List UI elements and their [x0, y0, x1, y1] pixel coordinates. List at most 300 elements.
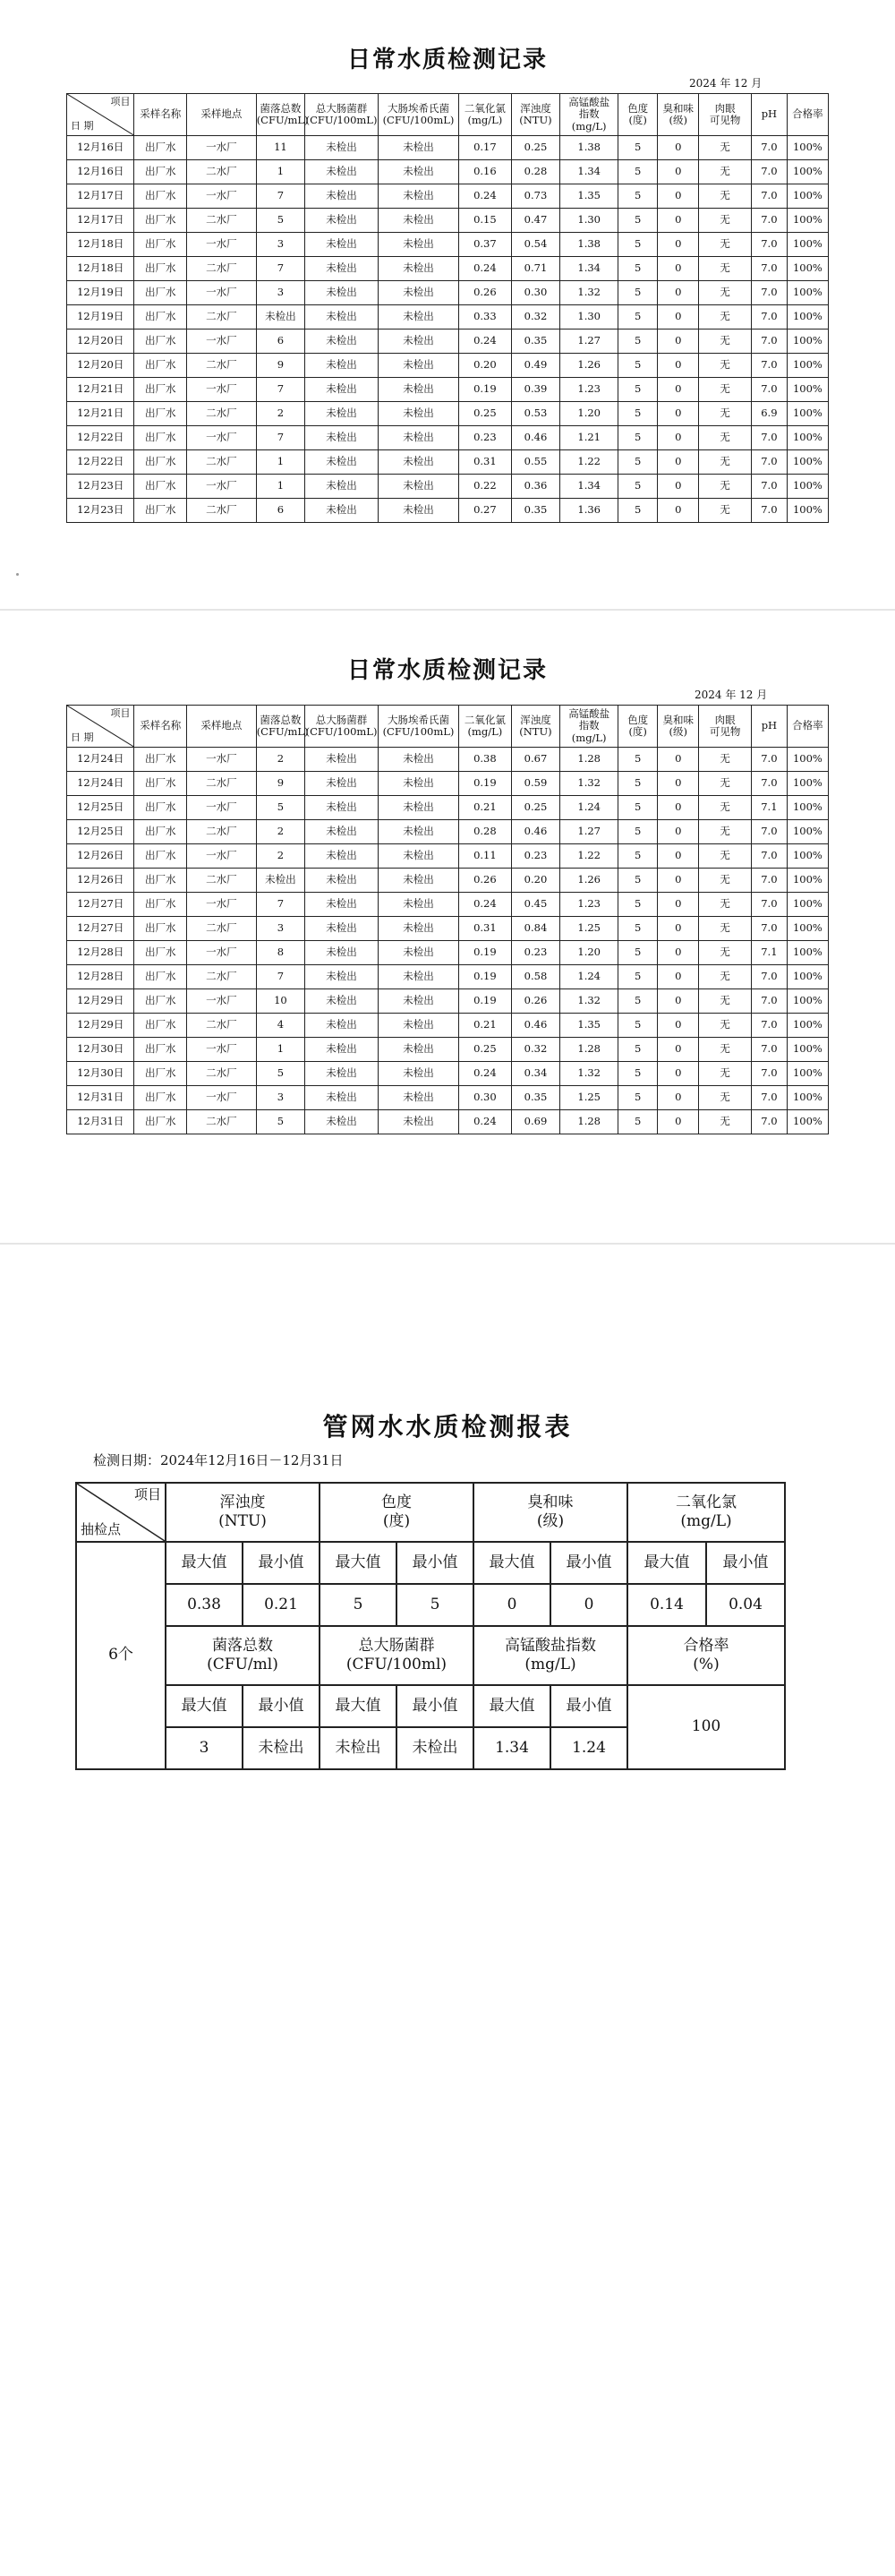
table-row: [67, 257, 829, 281]
table-cell: 12月18日: [67, 257, 134, 281]
table-cell: 0: [658, 1038, 699, 1062]
table-cell: 未检出: [305, 136, 379, 160]
table-cell: 9: [256, 772, 304, 796]
table-cell: 100%: [787, 1014, 828, 1038]
table-cell: 无: [699, 869, 752, 893]
table-cell: 12月23日: [67, 499, 134, 523]
table-cell: 出厂水: [134, 499, 187, 523]
daily-record-table-2: [66, 705, 829, 1134]
table-cell: 0.33: [459, 305, 512, 329]
table-cell: 1: [256, 160, 304, 184]
table-cell: 1.27: [560, 820, 618, 844]
table-cell: 未检出: [305, 160, 379, 184]
table-cell: 0.35: [511, 1086, 559, 1110]
table-cell: 一水厂: [187, 941, 257, 965]
table-cell: 0.26: [459, 869, 512, 893]
record-column-header: 总大肠菌群 (CFU/100mL): [305, 706, 379, 748]
report-pass-rate-value: 100: [627, 1685, 785, 1769]
table-cell: 无: [699, 136, 752, 160]
table-cell: 5: [618, 1038, 658, 1062]
table-cell: 100%: [787, 184, 828, 209]
table-cell: 7.0: [751, 281, 787, 305]
table-row: [67, 917, 829, 941]
table-cell: 出厂水: [134, 772, 187, 796]
table-cell: 0.23: [511, 941, 559, 965]
table-cell: 二水厂: [187, 965, 257, 989]
table-cell: 0.71: [511, 257, 559, 281]
table-cell: 2: [256, 748, 304, 772]
table-cell: 12月21日: [67, 378, 134, 402]
record-title-2: 日常水质检测记录: [346, 657, 548, 684]
table-cell: 0.22: [459, 475, 512, 499]
table-cell: 未检出: [305, 1110, 379, 1134]
table-cell: 5: [618, 305, 658, 329]
table-cell: 0.27: [459, 499, 512, 523]
table-cell: 7.0: [751, 305, 787, 329]
table-cell: 2: [256, 402, 304, 426]
table-cell: 未检出: [378, 820, 458, 844]
table-cell: 7.0: [751, 160, 787, 184]
table-cell: 1.38: [560, 233, 618, 257]
table-cell: 5: [618, 796, 658, 820]
table-cell: 4: [256, 1014, 304, 1038]
table-row: [67, 354, 829, 378]
table-row: [67, 772, 829, 796]
table-cell: 5: [618, 136, 658, 160]
table-cell: 7: [256, 965, 304, 989]
table-cell: 0.30: [511, 281, 559, 305]
table-cell: 7.0: [751, 965, 787, 989]
table-cell: 未检出: [305, 475, 379, 499]
table-cell: 9: [256, 354, 304, 378]
table-cell: 5: [618, 209, 658, 233]
table-cell: 7.0: [751, 820, 787, 844]
record-column-header: 采样名称: [134, 706, 187, 748]
table-cell: 1.22: [560, 450, 618, 475]
table-cell: 1.32: [560, 989, 618, 1014]
table-cell: 0.58: [511, 965, 559, 989]
table-cell: 未检出: [305, 426, 379, 450]
table-cell: 0.19: [459, 965, 512, 989]
table-cell: 0: [658, 893, 699, 917]
table-row: [67, 136, 829, 160]
table-cell: 一水厂: [187, 989, 257, 1014]
table-cell: 7.0: [751, 378, 787, 402]
record-column-header: 肉眼 可见物: [699, 706, 752, 748]
table-cell: 二水厂: [187, 772, 257, 796]
table-cell: 未检出: [378, 772, 458, 796]
table-cell: 0.54: [511, 233, 559, 257]
table-cell: 出厂水: [134, 281, 187, 305]
table-cell: 1.35: [560, 184, 618, 209]
table-cell: 无: [699, 820, 752, 844]
table-cell: 无: [699, 257, 752, 281]
table-cell: 7.0: [751, 1110, 787, 1134]
table-cell: 出厂水: [134, 233, 187, 257]
report-param-name: 臭和味 (级): [473, 1483, 627, 1542]
report-corner-cell: [76, 1483, 166, 1542]
table-cell: 0: [658, 160, 699, 184]
table-cell: 未检出: [305, 402, 379, 426]
table-cell: 0: [658, 281, 699, 305]
table-cell: 未检出: [378, 893, 458, 917]
table-cell: 未检出: [256, 869, 304, 893]
report-max-value: 3: [166, 1727, 243, 1769]
record-column-header: pH: [751, 706, 787, 748]
table-cell: 0.59: [511, 772, 559, 796]
record-column-header: 色度 (度): [618, 706, 658, 748]
report-min-label: 最小值: [550, 1685, 627, 1727]
table-cell: 0: [658, 426, 699, 450]
table-cell: 一水厂: [187, 281, 257, 305]
table-cell: 1.24: [560, 796, 618, 820]
table-cell: 未检出: [378, 184, 458, 209]
table-cell: 未检出: [378, 869, 458, 893]
table-cell: 未检出: [378, 1038, 458, 1062]
table-cell: 1: [256, 475, 304, 499]
report-min-label: 最小值: [550, 1542, 627, 1584]
table-cell: 6: [256, 499, 304, 523]
table-cell: 二水厂: [187, 450, 257, 475]
report-period: 检测日期：2024年12月16日－12月31日: [93, 1452, 344, 1468]
table-row: [67, 844, 829, 869]
record-date-header-1: 2024 年 12 月: [689, 77, 763, 90]
table-cell: 7.0: [751, 844, 787, 869]
table-cell: 0.35: [511, 499, 559, 523]
table-cell: 7: [256, 893, 304, 917]
table-cell: 5: [618, 402, 658, 426]
table-cell: 1.26: [560, 869, 618, 893]
table-cell: 1.32: [560, 281, 618, 305]
table-cell: 无: [699, 305, 752, 329]
table-cell: 5: [618, 281, 658, 305]
record-column-header: 总大肠菌群 (CFU/100mL): [305, 94, 379, 136]
table-cell: 100%: [787, 1110, 828, 1134]
table-cell: 0.21: [459, 796, 512, 820]
record-column-header: 色度 (度): [618, 94, 658, 136]
table-cell: 12月23日: [67, 475, 134, 499]
table-cell: 未检出: [305, 354, 379, 378]
table-cell: 未检出: [305, 1086, 379, 1110]
table-cell: 1.21: [560, 426, 618, 450]
table-cell: 未检出: [378, 844, 458, 869]
table-cell: 0.34: [511, 1062, 559, 1086]
table-cell: 未检出: [305, 820, 379, 844]
report-param-name: 色度 (度): [320, 1483, 473, 1542]
table-cell: 二水厂: [187, 354, 257, 378]
table-cell: 10: [256, 989, 304, 1014]
table-cell: 1.28: [560, 1038, 618, 1062]
table-cell: 1.26: [560, 354, 618, 378]
table-cell: 0: [658, 450, 699, 475]
table-cell: 一水厂: [187, 796, 257, 820]
table-cell: 3: [256, 233, 304, 257]
table-cell: 0: [658, 136, 699, 160]
table-cell: 无: [699, 378, 752, 402]
table-cell: 5: [618, 329, 658, 354]
table-cell: 5: [618, 426, 658, 450]
table-cell: 0: [658, 989, 699, 1014]
table-cell: 出厂水: [134, 844, 187, 869]
table-cell: 出厂水: [134, 941, 187, 965]
record-column-header: 采样名称: [134, 94, 187, 136]
table-cell: 5: [618, 772, 658, 796]
table-cell: 1: [256, 1038, 304, 1062]
report-min-label: 最小值: [706, 1542, 785, 1584]
table-cell: 无: [699, 209, 752, 233]
table-cell: 一水厂: [187, 426, 257, 450]
table-cell: 0.55: [511, 450, 559, 475]
table-cell: 0.19: [459, 772, 512, 796]
table-cell: 未检出: [378, 450, 458, 475]
table-cell: 3: [256, 1086, 304, 1110]
table-cell: 未检出: [378, 402, 458, 426]
table-cell: 0.32: [511, 1038, 559, 1062]
table-cell: 未检出: [305, 499, 379, 523]
table-cell: 出厂水: [134, 426, 187, 450]
table-cell: 一水厂: [187, 1038, 257, 1062]
table-cell: 5: [618, 354, 658, 378]
report-max-value: 5: [320, 1584, 396, 1626]
table-cell: 2: [256, 820, 304, 844]
table-cell: 一水厂: [187, 329, 257, 354]
table-cell: 12月24日: [67, 748, 134, 772]
table-cell: 7: [256, 257, 304, 281]
report-max-value: 1.34: [473, 1727, 550, 1769]
table-cell: 未检出: [378, 136, 458, 160]
table-cell: 未检出: [378, 281, 458, 305]
table-cell: 无: [699, 499, 752, 523]
table-cell: 出厂水: [134, 1110, 187, 1134]
table-cell: 未检出: [378, 1062, 458, 1086]
table-cell: 一水厂: [187, 475, 257, 499]
table-row: [67, 869, 829, 893]
table-cell: 0.26: [511, 989, 559, 1014]
table-cell: 无: [699, 1062, 752, 1086]
table-cell: 0: [658, 354, 699, 378]
table-cell: 7.0: [751, 772, 787, 796]
table-cell: 0: [658, 772, 699, 796]
table-row: [67, 378, 829, 402]
table-cell: 未检出: [378, 748, 458, 772]
record-column-header: 臭和味 (级): [658, 706, 699, 748]
table-cell: 未检出: [378, 329, 458, 354]
table-cell: 出厂水: [134, 1062, 187, 1086]
table-cell: 出厂水: [134, 329, 187, 354]
table-cell: 12月30日: [67, 1062, 134, 1086]
table-cell: 无: [699, 1110, 752, 1134]
table-cell: 5: [256, 1062, 304, 1086]
table-cell: 7.0: [751, 869, 787, 893]
table-cell: 0.84: [511, 917, 559, 941]
table-cell: 出厂水: [134, 209, 187, 233]
table-cell: 5: [618, 160, 658, 184]
table-cell: 100%: [787, 820, 828, 844]
report-param-name: 高锰酸盐指数 (mg/L): [473, 1626, 627, 1685]
table-cell: 未检出: [378, 965, 458, 989]
report-pass-rate-name: 合格率 (%): [627, 1626, 785, 1685]
table-cell: 未检出: [378, 1014, 458, 1038]
table-cell: 未检出: [378, 989, 458, 1014]
table-cell: 0.46: [511, 1014, 559, 1038]
table-cell: 12月25日: [67, 820, 134, 844]
table-cell: 出厂水: [134, 257, 187, 281]
table-cell: 100%: [787, 796, 828, 820]
record-header-row: [67, 706, 829, 748]
table-cell: 12月24日: [67, 772, 134, 796]
table-cell: 12月27日: [67, 893, 134, 917]
table-cell: 出厂水: [134, 402, 187, 426]
report-max-label: 最大值: [473, 1685, 550, 1727]
report-min-value: 1.24: [550, 1727, 627, 1769]
table-cell: 100%: [787, 257, 828, 281]
table-row: [67, 748, 829, 772]
table-cell: 5: [618, 869, 658, 893]
table-cell: 0: [658, 1086, 699, 1110]
table-cell: 未检出: [378, 305, 458, 329]
table-cell: 1.34: [560, 257, 618, 281]
report-title: 管网水水质检测报表: [322, 1412, 573, 1442]
table-cell: 0.31: [459, 917, 512, 941]
table-cell: 1.32: [560, 1062, 618, 1086]
table-cell: 未检出: [378, 941, 458, 965]
table-row: [67, 426, 829, 450]
table-cell: 0.15: [459, 209, 512, 233]
table-cell: 7.0: [751, 475, 787, 499]
table-row: [67, 1110, 829, 1134]
table-cell: 12月19日: [67, 305, 134, 329]
record-column-header: 浑浊度 (NTU): [511, 94, 559, 136]
table-cell: 0: [658, 917, 699, 941]
table-cell: 100%: [787, 136, 828, 160]
table-cell: 出厂水: [134, 1086, 187, 1110]
table-cell: 未检出: [378, 917, 458, 941]
table-cell: 12月20日: [67, 329, 134, 354]
record-column-header: 采样地点: [187, 94, 257, 136]
table-cell: 12月17日: [67, 184, 134, 209]
table-cell: 二水厂: [187, 402, 257, 426]
table-cell: 无: [699, 748, 752, 772]
table-cell: 一水厂: [187, 184, 257, 209]
table-cell: 1.25: [560, 917, 618, 941]
record-corner-date: 日 期: [71, 120, 94, 133]
table-cell: 1.27: [560, 329, 618, 354]
table-cell: 5: [618, 893, 658, 917]
record-column-header: 菌落总数 (CFU/mL): [256, 706, 304, 748]
table-cell: 0: [658, 475, 699, 499]
table-cell: 出厂水: [134, 796, 187, 820]
table-cell: 12月16日: [67, 160, 134, 184]
table-cell: 0: [658, 796, 699, 820]
table-cell: 出厂水: [134, 354, 187, 378]
table-cell: 未检出: [305, 989, 379, 1014]
table-cell: 二水厂: [187, 499, 257, 523]
table-cell: 7.0: [751, 1086, 787, 1110]
table-cell: 无: [699, 941, 752, 965]
table-cell: 未检出: [378, 378, 458, 402]
table-cell: 7: [256, 378, 304, 402]
table-cell: 未检出: [305, 772, 379, 796]
table-cell: 100%: [787, 499, 828, 523]
table-cell: 100%: [787, 402, 828, 426]
table-cell: 未检出: [305, 965, 379, 989]
table-cell: 5: [256, 796, 304, 820]
table-cell: 0.37: [459, 233, 512, 257]
table-cell: 0.16: [459, 160, 512, 184]
record-corner-cell: [67, 706, 134, 748]
record-column-header: pH: [751, 94, 787, 136]
table-cell: 7.0: [751, 917, 787, 941]
table-cell: 出厂水: [134, 450, 187, 475]
table-cell: 12月17日: [67, 209, 134, 233]
table-cell: 100%: [787, 209, 828, 233]
table-cell: 5: [618, 257, 658, 281]
table-cell: 0.25: [511, 796, 559, 820]
record-corner-item: 项目: [110, 707, 131, 719]
table-cell: 二水厂: [187, 917, 257, 941]
report-max-value: 0.38: [166, 1584, 243, 1626]
table-cell: 无: [699, 354, 752, 378]
table-cell: 1.20: [560, 941, 618, 965]
report-min-value: 0.04: [706, 1584, 785, 1626]
table-cell: 0.69: [511, 1110, 559, 1134]
table-cell: 0.46: [511, 426, 559, 450]
table-cell: 1.32: [560, 772, 618, 796]
table-cell: 出厂水: [134, 965, 187, 989]
table-cell: 0: [658, 209, 699, 233]
table-cell: 0.20: [459, 354, 512, 378]
table-cell: 100%: [787, 869, 828, 893]
table-cell: 未检出: [305, 209, 379, 233]
table-cell: 二水厂: [187, 1014, 257, 1038]
table-row: [67, 475, 829, 499]
table-cell: 0: [658, 844, 699, 869]
table-cell: 5: [618, 917, 658, 941]
table-row: [67, 1062, 829, 1086]
table-cell: 无: [699, 989, 752, 1014]
table-cell: 0: [658, 378, 699, 402]
table-cell: 0: [658, 402, 699, 426]
table-cell: 一水厂: [187, 844, 257, 869]
table-cell: 无: [699, 450, 752, 475]
record-column-header: 高锰酸盐 指数 (mg/L): [560, 94, 618, 136]
table-cell: 出厂水: [134, 305, 187, 329]
table-cell: 100%: [787, 354, 828, 378]
report-param-name: 总大肠菌群 (CFU/100ml): [320, 1626, 473, 1685]
table-cell: 7.1: [751, 796, 787, 820]
table-cell: 100%: [787, 989, 828, 1014]
table-cell: 出厂水: [134, 748, 187, 772]
table-cell: 无: [699, 160, 752, 184]
record-column-header: 大肠埃希氏菌 (CFU/100mL): [378, 94, 458, 136]
table-cell: 0.73: [511, 184, 559, 209]
table-cell: 无: [699, 772, 752, 796]
report-max-value: 0: [473, 1584, 550, 1626]
table-cell: 无: [699, 475, 752, 499]
table-cell: 0.21: [459, 1014, 512, 1038]
table-cell: 1.30: [560, 305, 618, 329]
table-cell: 出厂水: [134, 136, 187, 160]
table-cell: 5: [618, 989, 658, 1014]
table-cell: 0: [658, 965, 699, 989]
table-cell: 未检出: [305, 329, 379, 354]
table-cell: 未检出: [378, 1110, 458, 1134]
table-cell: 0.25: [459, 402, 512, 426]
table-cell: 0.17: [459, 136, 512, 160]
table-cell: 0.25: [511, 136, 559, 160]
table-cell: 6.9: [751, 402, 787, 426]
table-cell: 0.19: [459, 378, 512, 402]
